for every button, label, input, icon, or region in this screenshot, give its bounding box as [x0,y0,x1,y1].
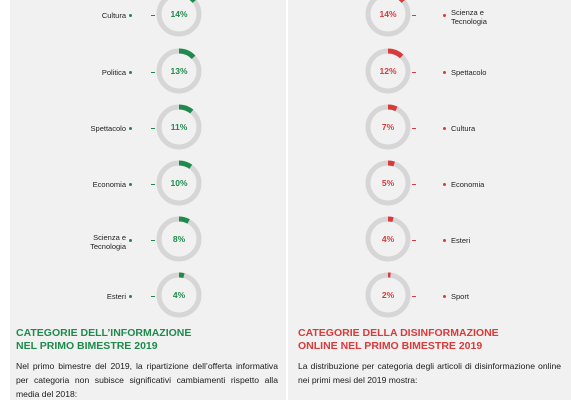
percentage-value: 10% [170,178,188,188]
category-label: Scienza e Tecnologia [451,8,487,26]
donut-chart [363,0,413,39]
category-label: Scienza e Tecnologia [90,233,126,251]
category-row [10,0,286,41]
disinformation-categories-heading [298,327,558,353]
disinformation-categories-panel [288,0,571,400]
connector-line [412,128,416,129]
percentage-value: 11% [170,122,188,132]
connector-dot [443,71,446,74]
connector-line [151,184,155,185]
connector-dot [443,295,446,298]
category-label: Spettacolo [90,124,126,133]
category-row [10,102,286,154]
donut-chart [363,102,413,152]
category-row [10,214,286,266]
category-label: Economia [451,180,485,189]
connector-line [151,240,155,241]
heading-line-2: ONLINE NEL PRIMO BIMESTRE 2019 [298,340,483,352]
category-row [288,102,571,154]
connector-line [151,296,155,297]
disinformation-categories-text: La distribuzione per categoria degli articoli di disinformazione online nei primi mesi del 2019 mostra: [298,361,561,385]
percentage-value: 14% [379,9,397,19]
percentage-value: 4% [381,234,395,244]
donut-chart [154,214,204,264]
heading-line-1: CATEGORIE DELL’INFORMAZIONE [16,327,192,339]
category-row [288,270,571,322]
category-label: Economia [92,180,126,189]
connector-line [412,296,416,297]
donut-chart [154,46,204,96]
category-label: Politica [101,68,126,77]
donut-chart [363,270,413,320]
information-categories-text: Nel primo bimestre del 2019, la ripartizione dell’offerta informativa per categoria non subisce significativi cambiamenti rispetto alla media del 2018: [16,361,278,399]
connector-dot [443,14,446,17]
category-row [288,158,571,210]
category-row [288,0,571,41]
connector-dot [129,295,132,298]
category-row [288,46,571,98]
connector-line [151,72,155,73]
category-row [10,158,286,210]
connector-dot [129,71,132,74]
category-row [10,270,286,322]
percentage-value: 7% [381,122,395,132]
connector-line [412,184,416,185]
connector-line [412,15,416,16]
percentage-value: 14% [170,9,188,19]
connector-line [151,128,155,129]
category-label: Esteri [451,236,471,245]
percentage-value: 5% [381,178,395,188]
category-label: Cultura [101,11,126,20]
donut-chart [154,270,204,320]
donut-chart [363,46,413,96]
connector-dot [443,127,446,130]
information-categories-heading [16,327,276,353]
connector-dot [129,14,132,17]
heading-line-1: CATEGORIE DELLA DISINFORMAZIONE [298,327,499,339]
connector-line [412,240,416,241]
donut-chart [154,102,204,152]
donut-chart [363,158,413,208]
category-label: Spettacolo [451,68,487,77]
connector-dot [443,239,446,242]
percentage-value: 8% [172,234,186,244]
category-label: Esteri [106,292,126,301]
connector-dot [129,183,132,186]
connector-dot [129,239,132,242]
connector-line [151,15,155,16]
category-label: Cultura [451,124,476,133]
category-row [288,214,571,266]
heading-line-2: NEL PRIMO BIMESTRE 2019 [16,340,158,352]
connector-dot [129,127,132,130]
information-categories-panel [10,0,286,400]
donut-chart [363,214,413,264]
percentage-value: 12% [379,66,397,76]
donut-chart [154,0,204,39]
category-row [10,46,286,98]
category-label: Sport [451,292,469,301]
percentage-value: 4% [172,290,186,300]
connector-line [412,72,416,73]
connector-dot [443,183,446,186]
percentage-value: 2% [381,290,395,300]
percentage-value: 13% [170,66,188,76]
donut-chart [154,158,204,208]
